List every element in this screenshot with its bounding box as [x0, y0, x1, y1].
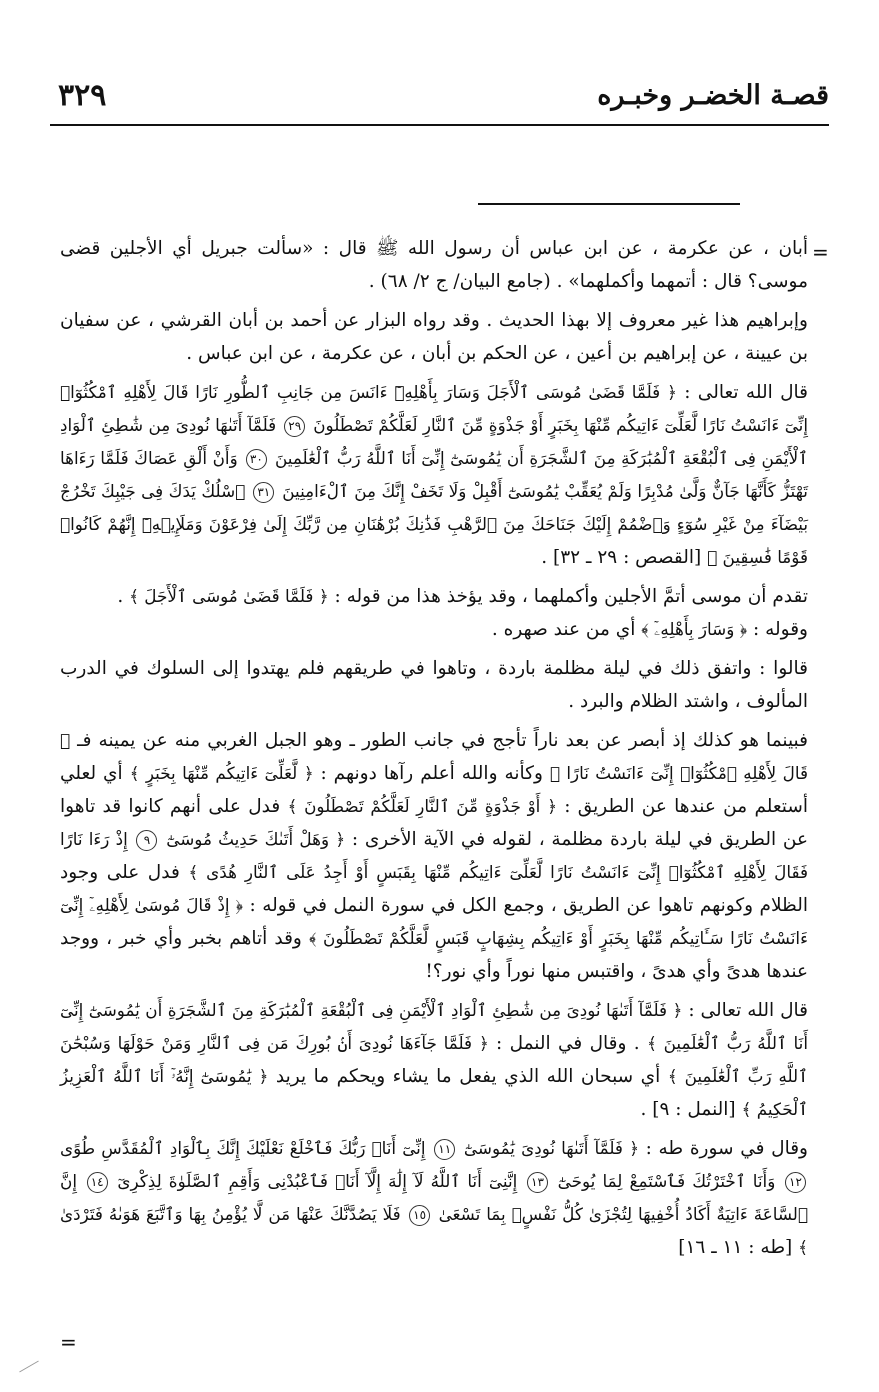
ayah-number-marker: ٣٠ — [246, 449, 267, 470]
page-number: ٣٢٩ — [58, 78, 107, 113]
ayah-number-marker: ١١ — [434, 1139, 455, 1160]
paragraph-call — [60, 994, 808, 1126]
paragraph-text: قالوا : واتفق ذلك في ليلة مظلمة باردة ، وتاهوا في طريقهم فلم يهتدوا إلى السلوك في الدرب المألوف ، واشتد الظلام والبرد . — [60, 658, 808, 712]
quran-verse: ﴿ فَلَمَّا قَضَىٰ مُوسَى ٱلْأَجَلَ وَسَارَ بِأَهْلِهِۦٓ ءَانَسَ مِن جَانِبِ ٱلطُّورِ نَارًا قَالَ لِأَهْلِهِ ٱمْكُثُوٓا۟ إِنِّىٓ ءَانَسْتُ نَارًا لَّعَلِّىٓ ءَاتِيكُم مِّنْهَا بِخَبَرٍ أَوْ جَذْوَةٍ مِّنَ ٱلنَّارِ لَعَلَّكُمْ تَصْطَلُونَ — [60, 382, 809, 435]
paragraph-text: . وقال في النمل : — [496, 1033, 640, 1054]
quran-verse: ﴿ قَالَ لِأَهْلِهِ ٱمْكُثُوٓا۟ إِنِّىٓ ءَانَسْتُ نَارًا ﴾ — [60, 730, 808, 783]
quran-verse: إِنَّ ٱلسَّاعَةَ ءَاتِيَةٌ أَكَادُ أُخْفِيهَا لِتُجْزَىٰ كُلُّ نَفْسٍۭ بِمَا تَسْعَىٰ — [60, 1171, 808, 1224]
paragraph-text: قال الله تعالى : — [684, 382, 808, 403]
quran-reference: [النمل : ٩] . — [640, 1099, 736, 1120]
quran-verse: ﴿ لَّعَلِّىٓ ءَاتِيكُم مِّنْهَا بِخَبَرٍ ﴾ — [129, 763, 314, 783]
quran-verse: ﴿ وَهَلْ أَتَىٰكَ حَدِيثُ مُوسَىٰٓ — [166, 829, 346, 849]
quran-verse: ﴿ فَلَمَّا جَآءَهَا نُودِىَ أَنۢ بُورِكَ مَن فِى ٱلنَّارِ وَمَنْ حَوْلَهَا وَسُبْحَٰنَ ٱللَّهِ رَبِّ ٱلْعَٰلَمِينَ ﴾ — [60, 1033, 808, 1086]
paragraph-text: فدل على أنهم كانوا قد تاهوا عن الطريق في ليلة باردة مظلمة ، لقوله في الآية الأخرى : — [60, 796, 808, 850]
page-header — [50, 78, 829, 126]
paragraph-text: فبينما هو كذلك إذ أبصر عن بعد ناراً تأجج في جانب الطور ـ وهو الجبل الغربي منه عن يمينه فـ — [77, 730, 808, 751]
quran-verse: ٱسْلُكْ يَدَكَ فِى جَيْبِكَ تَخْرُجْ بَيْضَآءَ مِنْ غَيْرِ سُوٓءٍ وَٱضْمُمْ إِلَيْكَ جَنَاحَكَ مِنَ ٱلرَّهْبِ فَذَٰنِكَ بُرْهَٰنَانِ مِن رَّبِّكَ إِلَىٰ فِرْعَوْنَ وَمَلَإِي۟هِۦٓ إِنَّهُمْ كَانُوا۟ قَوْمًا فَٰسِقِينَ ﴾ — [60, 481, 808, 567]
ayah-number-marker: ٩ — [136, 830, 157, 851]
quran-verse: ﴿ أَوْ جَذْوَةٍ مِّنَ ٱلنَّارِ لَعَلَّكُمْ تَصْطَلُونَ ﴾ — [287, 796, 557, 816]
paragraph-text: فدل على وجود الظلام وكونهم تاهوا عن الطريق ، وجمع الكل في سورة النمل في قوله : — [60, 862, 808, 916]
ayah-number-marker: ١٢ — [785, 1172, 806, 1193]
paragraph-text: وإبراهيم هذا غير معروف إلا بهذا الحديث . وقد رواه البزار عن أحمد بن أبان القرشي ، عن سفيان بن عيينة ، عن إبراهيم بن أعين ، عن الحكم بن أبان ، عن عكرمة ، عن ابن عباس . — [60, 310, 808, 364]
continuation-mark-bottom: = — [60, 1330, 77, 1354]
paragraph-night — [60, 652, 808, 718]
paragraph-hadith — [60, 232, 808, 298]
quran-verse: وَأَنْ أَلْقِ عَصَاكَ فَلَمَّا رَءَاهَا تَهْتَزُّ كَأَنَّهَا جَآنٌّ وَلَّىٰ مُدْبِرًا وَلَمْ يُعَقِّبْ يَٰمُوسَىٰٓ أَقْبِلْ وَلَا تَخَفْ إِنَّكَ مِنَ ٱلْءَامِنِينَ — [60, 448, 808, 501]
paragraph-quran-qasas — [60, 376, 808, 574]
paragraph-text: قال الله تعالى : — [688, 1000, 808, 1021]
quran-verse: ﴿ فَلَمَّآ أَتَىٰهَا نُودِىَ مِن شَٰطِئِ ٱلْوَادِ ٱلْأَيْمَنِ فِى ٱلْبُقْعَةِ ٱلْمُبَٰرَكَةِ مِنَ ٱلشَّجَرَةِ أَن يَٰمُوسَىٰٓ إِنِّىٓ أَنَا ٱللَّهُ رَبُّ ٱلْعَٰلَمِينَ ﴾ — [60, 1000, 809, 1053]
paragraph-commentary — [60, 580, 808, 646]
quran-verse: ﴿ وَسَارَ بِأَهْلِهِۦٓ ﴾ — [641, 619, 748, 639]
paragraph-text: أبان ، عن عكرمة ، عن ابن عباس أن رسول الله ﷺ قال : «سألت جبريل أي الأجلين قضى موسى؟ قال : أتمهما وأكملهما» . (جامع البيان/ ج ٢/ ٦٨) . — [60, 238, 808, 292]
paragraph-text: وقد أتاهم بخبر وأي خبر ، ووجد عندها هدىً وأي هدىً ، واقتبس منها نوراً وأي نور؟! — [60, 928, 808, 982]
quran-verse: ﴿ فَلَمَّا قَضَىٰ مُوسَى ٱلْأَجَلَ ﴾ — [129, 586, 329, 606]
ayah-number-marker: ١٤ — [87, 1172, 108, 1193]
paragraph-text: أي من عند صهره . — [491, 619, 636, 640]
page-body — [60, 232, 808, 1270]
quran-verse: وَأَنَا ٱخْتَرْتُكَ فَٱسْتَمِعْ لِمَا يُوحَىٰٓ — [557, 1171, 776, 1191]
paragraph-fire — [60, 724, 808, 988]
quran-verse: ﴿ فَلَمَّآ أَتَىٰهَا نُودِىَ يَٰمُوسَىٰٓ — [463, 1138, 639, 1158]
footnote-separator — [478, 203, 740, 205]
quran-verse: فَلَا يَصُدَّنَّكَ عَنْهَا مَن لَّا يُؤْمِنُ بِهَا وَٱتَّبَعَ هَوَىٰهُ فَتَرْدَىٰ ﴾ — [60, 1204, 808, 1257]
ayah-number-marker: ١٥ — [409, 1205, 430, 1226]
quran-reference: [طه : ١١ ـ ١٦] — [678, 1237, 793, 1258]
ayah-number-marker: ١٣ — [527, 1172, 548, 1193]
quran-verse: إِذْ رَءَا نَارًا فَقَالَ لِأَهْلِهِ ٱمْكُثُوٓا۟ إِنِّىٓ ءَانَسْتُ نَارًا لَّعَلِّىٓ ءَاتِيكُم مِّنْهَا بِقَبَسٍ أَوْ أَجِدُ عَلَى ٱلنَّارِ هُدًى ﴾ — [60, 829, 808, 882]
ayah-number-marker: ٣١ — [253, 482, 274, 503]
paragraph-taha — [60, 1132, 808, 1264]
quran-verse: ﴿ يَٰمُوسَىٰٓ إِنَّهُۥٓ أَنَا ٱللَّهُ ٱلْعَزِيزُ ٱلْحَكِيمُ ﴾ — [60, 1066, 808, 1119]
paragraph-text: وقال في سورة طه : — [645, 1138, 808, 1159]
quran-verse: إِنِّىٓ أَنَا۠ رَبُّكَ فَٱخْلَعْ نَعْلَيْكَ إِنَّكَ بِٱلْوَادِ ٱلْمُقَدَّسِ طُوًى — [60, 1138, 426, 1158]
paragraph-text: تقدم أن موسى أتمَّ الأجلين وأكملهما ، وقد يؤخذ هذا من قوله : — [334, 586, 808, 607]
quran-verse: إِنَّنِىٓ أَنَا ٱللَّهُ لَآ إِلَٰهَ إِلَّآ أَنَا۠ فَٱعْبُدْنِى وَأَقِمِ ٱلصَّلَوٰةَ لِذِكْرِىٓ — [117, 1171, 518, 1191]
continuation-mark-top: = — [812, 240, 829, 264]
paragraph-text: أي لعلي أستعلم من عندها عن الطريق : — [60, 763, 809, 817]
quran-reference: [القصص : ٢٩ ـ ٣٢] . — [541, 547, 702, 568]
paragraph-text: أي سبحان الله الذي يفعل ما يشاء ويحكم ما يريد — [275, 1066, 661, 1087]
running-title: قصـة الخضـر وخبـره — [597, 80, 829, 111]
paragraph-text: وقوله : — [752, 619, 808, 640]
quran-verse: ﴿ إِذْ قَالَ مُوسَىٰ لِأَهْلِهِۦٓ إِنِّىٓ ءَانَسْتُ نَارًا سَـَٔاتِيكُم مِّنْهَا بِخَبَرٍ أَوْ ءَاتِيكُم بِشِهَابٍ قَبَسٍ لَّعَلَّكُمْ تَصْطَلُونَ ﴾ — [60, 895, 808, 948]
paragraph-text: . — [117, 586, 124, 607]
paragraph-isnad — [60, 304, 808, 370]
scan-mark — [19, 1361, 39, 1373]
quran-verse: فَلَمَّآ أَتَىٰهَا نُودِىَ مِن شَٰطِئِ ٱلْوَادِ ٱلْأَيْمَنِ فِى ٱلْبُقْعَةِ ٱلْمُبَٰرَكَةِ مِنَ ٱلشَّجَرَةِ أَن يَٰمُوسَىٰٓ إِنِّىٓ أَنَا ٱللَّهُ رَبُّ ٱلْعَٰلَمِينَ — [60, 415, 808, 468]
ayah-number-marker: ٢٩ — [284, 416, 305, 437]
paragraph-text: وكأنه والله أعلم رآها دونهم : — [320, 763, 543, 784]
